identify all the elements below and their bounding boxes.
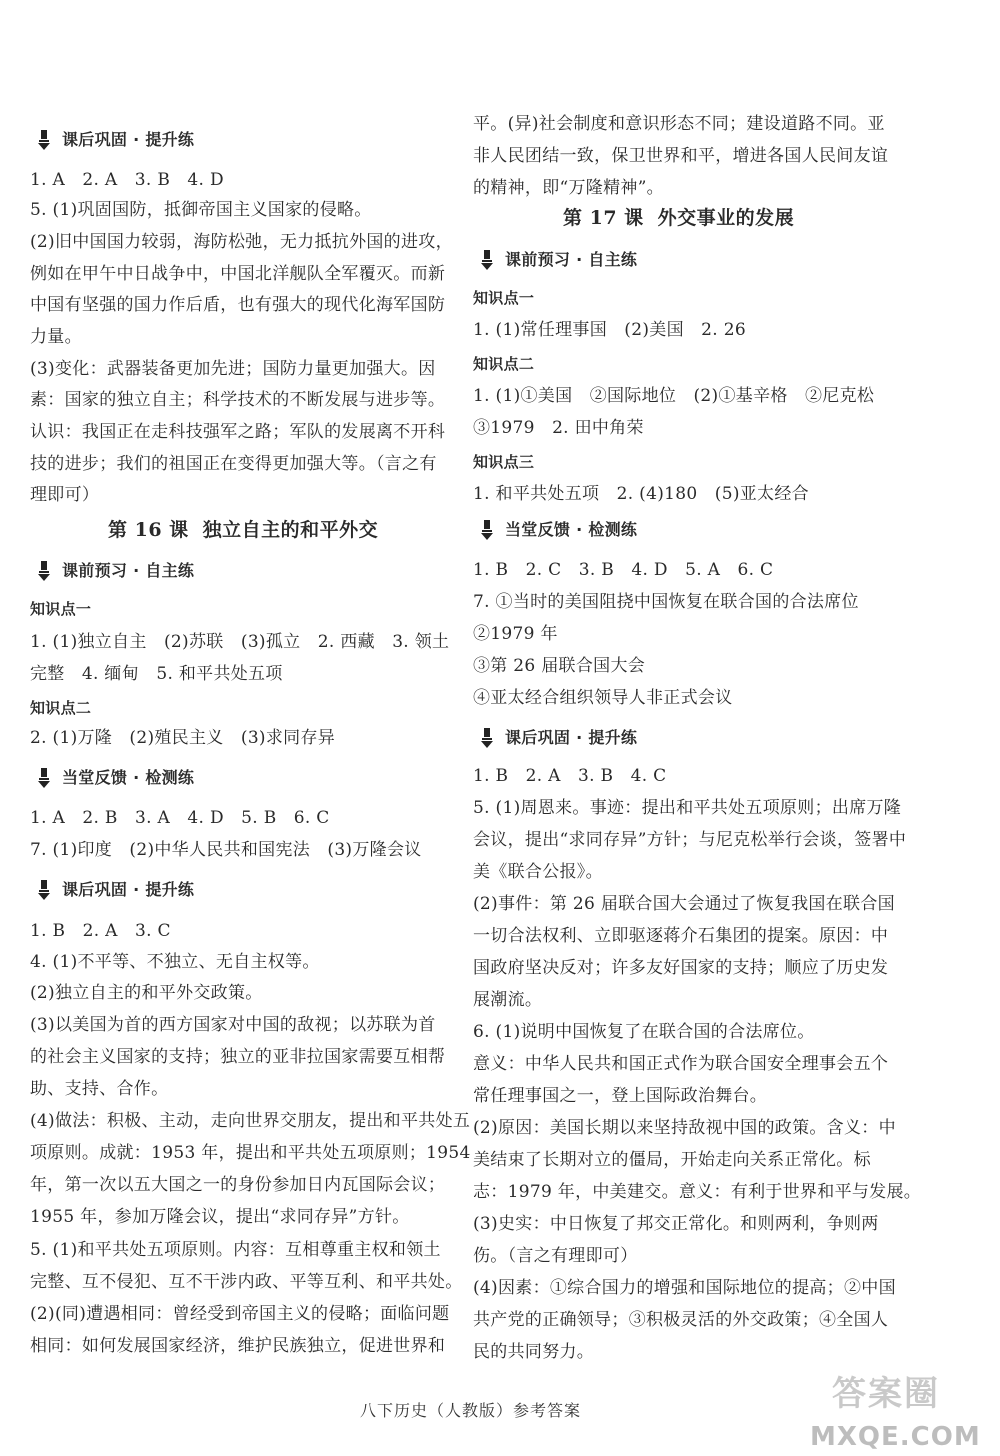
answer-line: 共产党的正确领导；③积极灵活的外交政策；④全国人 (473, 1310, 889, 1330)
answer-line: 志：1979 年，中美建交。意义：有利于世界和平与发展。 (473, 1182, 922, 1202)
answer-line: 年，第一次以五大国之一的身份参加日内瓦国际会议； (30, 1175, 446, 1195)
answer-line: 完整 4. 缅甸 5. 和平共处五项 (30, 664, 283, 684)
down-arrow-icon (36, 879, 52, 901)
answer-line: 5. (1)周恩来。事迹：提出和平共处五项原则；出席万隆 (473, 798, 902, 818)
section-heading (36, 766, 194, 790)
answer-line: ④亚太经合组织领导人非正式会议 (473, 688, 733, 708)
answer-line: 会议，提出“求同存异”方针；与尼克松举行会谈，签署中 (473, 830, 907, 850)
answer-line: 5. (1)和平共处五项原则。内容：互相尊重主权和领土 (30, 1240, 441, 1260)
answer-line: 1. (1)①美国 ②国际地位 (2)①基辛格 ②尼克松 (473, 386, 875, 406)
answer-line: 平。(异)社会制度和意识形态不同；建设道路不同。亚 (473, 114, 885, 134)
section-heading (479, 518, 637, 542)
page-footer: 八下历史（人教版）参考答案 (360, 1401, 582, 1420)
answer-line: 2. (1)万隆 (2)殖民主义 (3)求同存异 (30, 728, 336, 748)
answer-line: ②1979 年 (473, 624, 558, 644)
answer-line: (4)做法：积极、主动，走向世界交朋友，提出和平共处五 (30, 1111, 471, 1131)
knowledge-point-label: 知识点三 (473, 453, 535, 471)
answer-line: 7. (1)印度 (2)中华人民共和国宪法 (3)万隆会议 (30, 840, 422, 860)
answer-line: 伤。（言之有理即可） (473, 1246, 638, 1266)
lesson-number: 第 17 课 (563, 207, 644, 229)
lesson-name: 独立自主的和平外交 (202, 519, 379, 541)
answer-line: 6. (1)说明中国恢复了在联合国的合法席位。 (473, 1022, 815, 1042)
answer-line: 1. B 2. A 3. B 4. C (473, 766, 667, 786)
section-heading (36, 128, 194, 152)
section-heading (479, 726, 637, 750)
knowledge-point-label: 知识点一 (473, 289, 535, 307)
section-label: 课前预习 · 自主练 (505, 250, 638, 269)
answer-line: (3)史实：中日恢复了邦交正常化。和则两利，争则两 (473, 1214, 879, 1234)
answer-line: ③1979 2. 田中角荣 (473, 418, 644, 438)
section-heading (36, 559, 194, 583)
watermark-zh: 答案圈 (832, 1374, 940, 1414)
answer-line: 意义：中华人民共和国正式作为联合国安全理事会五个 (473, 1054, 889, 1074)
answer-line: 国政府坚决反对；许多友好国家的支持；顺应了历史发 (473, 958, 889, 978)
answer-line: (2)(同)遭遇相同：曾经受到帝国主义的侵略；面临问题 (30, 1304, 450, 1324)
answer-line: 美《联合公报》。 (473, 862, 603, 882)
answer-line: (2)独立自主的和平外交政策。 (30, 983, 263, 1003)
answer-line: 项原则。成就：1953 年，提出和平共处五项原则；1954 (30, 1143, 471, 1163)
answer-line: 1955 年，参加万隆会议，提出“求同存异”方针。 (30, 1207, 410, 1227)
answer-line: (3)以美国为首的西方国家对中国的敌视；以苏联为首 (30, 1015, 436, 1035)
section-heading (479, 248, 637, 272)
answer-line: 的精神，即“万隆精神”。 (473, 178, 664, 198)
knowledge-point-label: 知识点二 (30, 699, 92, 717)
answer-line: (4)因素：①综合国力的增强和国际地位的提高；②中国 (473, 1278, 896, 1298)
knowledge-point-label: 知识点一 (30, 600, 92, 618)
answer-line: 1. B 2. C 3. B 4. D 5. A 6. C (473, 560, 774, 580)
answer-line: 展潮流。 (473, 990, 543, 1010)
answer-line: 完整、互不侵犯、互不干涉内政、平等互利、和平共处。 (30, 1272, 463, 1292)
answer-line: 一切合法权利、立即驱逐蒋介石集团的提案。原因：中 (473, 926, 889, 946)
knowledge-point-label: 知识点二 (473, 355, 535, 373)
answer-line: 5. (1)巩固国防，抵御帝国主义国家的侵略。 (30, 200, 372, 220)
answer-line: 例如在甲午中日战争中，中国北洋舰队全军覆灭。而新 (30, 264, 446, 284)
answer-line: ③第 26 届联合国大会 (473, 656, 646, 676)
section-label: 课后巩固 · 提升练 (62, 130, 195, 149)
down-arrow-icon (479, 727, 495, 749)
answer-line: 1. B 2. A 3. C (30, 921, 171, 941)
answer-line: 美结束了长期对立的僵局，开始走向关系正常化。标 (473, 1150, 871, 1170)
answer-line: 相同：如何发展国家经济，维护民族独立，促进世界和 (30, 1336, 446, 1356)
answer-line: 理即可） (30, 485, 100, 505)
answer-line: 常任理事国之一，登上国际政治舞台。 (473, 1086, 768, 1106)
answer-line: 力量。 (30, 327, 82, 347)
answer-line: 中国有坚强的国力作后盾，也有强大的现代化海军国防 (30, 295, 446, 315)
section-heading (36, 878, 194, 902)
lesson-title (108, 518, 378, 542)
lesson-title (563, 206, 794, 230)
down-arrow-icon (36, 560, 52, 582)
answer-line: 1. A 2. A 3. B 4. D (30, 170, 224, 190)
section-label: 课后巩固 · 提升练 (62, 880, 195, 899)
answer-line: 非人民团结一致，保卫世界和平，增进各国人民间友谊 (473, 146, 889, 166)
lesson-number: 第 16 课 (108, 519, 189, 541)
answer-line: 技的进步；我们的祖国正在变得更加强大等。（言之有 (30, 454, 437, 474)
answer-line: 认识：我国正在走科技强军之路；军队的发展离不开科 (30, 422, 446, 442)
watermark-url: MXQE.COM (810, 1422, 981, 1452)
answer-line: 1. 和平共处五项 2. (4)180 (5)亚太经合 (473, 484, 809, 504)
down-arrow-icon (479, 519, 495, 541)
answer-line: 素：国家的独立自主；科学技术的不断发展与进步等。 (30, 390, 446, 410)
down-arrow-icon (36, 767, 52, 789)
answer-line: 助、支持、合作。 (30, 1079, 169, 1099)
section-label: 课前预习 · 自主练 (62, 561, 195, 580)
down-arrow-icon (36, 129, 52, 151)
watermark-logo (790, 1362, 990, 1452)
section-label: 当堂反馈 · 检测练 (505, 520, 638, 539)
answer-line: 1. (1)常任理事国 (2)美国 2. 26 (473, 320, 746, 340)
section-label: 当堂反馈 · 检测练 (62, 768, 195, 787)
answer-line: (3)变化：武器装备更加先进；国防力量更加强大。因 (30, 359, 436, 379)
answer-line: 4. (1)不平等、不独立、无自主权等。 (30, 952, 320, 972)
answer-line: 的社会主义国家的支持；独立的亚非拉国家需要互相帮 (30, 1047, 446, 1067)
answer-line: 7. ①当时的美国阻挠中国恢复在联合国的合法席位 (473, 592, 859, 612)
answer-line: (2)旧中国国力较弱，海防松弛，无力抵抗外国的进攻， (30, 232, 453, 252)
answer-line: (2)事件：第 26 届联合国大会通过了恢复我国在联合国 (473, 894, 895, 914)
section-label: 课后巩固 · 提升练 (505, 728, 638, 747)
answer-line: 1. (1)独立自主 (2)苏联 (3)孤立 2. 西藏 3. 领土 (30, 632, 450, 652)
answer-line: (2)原因：美国长期以来坚持敌视中国的政策。含义：中 (473, 1118, 896, 1138)
answer-line: 民的共同努力。 (473, 1342, 595, 1362)
lesson-name: 外交事业的发展 (657, 207, 795, 229)
answer-line: 1. A 2. B 3. A 4. D 5. B 6. C (30, 808, 330, 828)
down-arrow-icon (479, 249, 495, 271)
